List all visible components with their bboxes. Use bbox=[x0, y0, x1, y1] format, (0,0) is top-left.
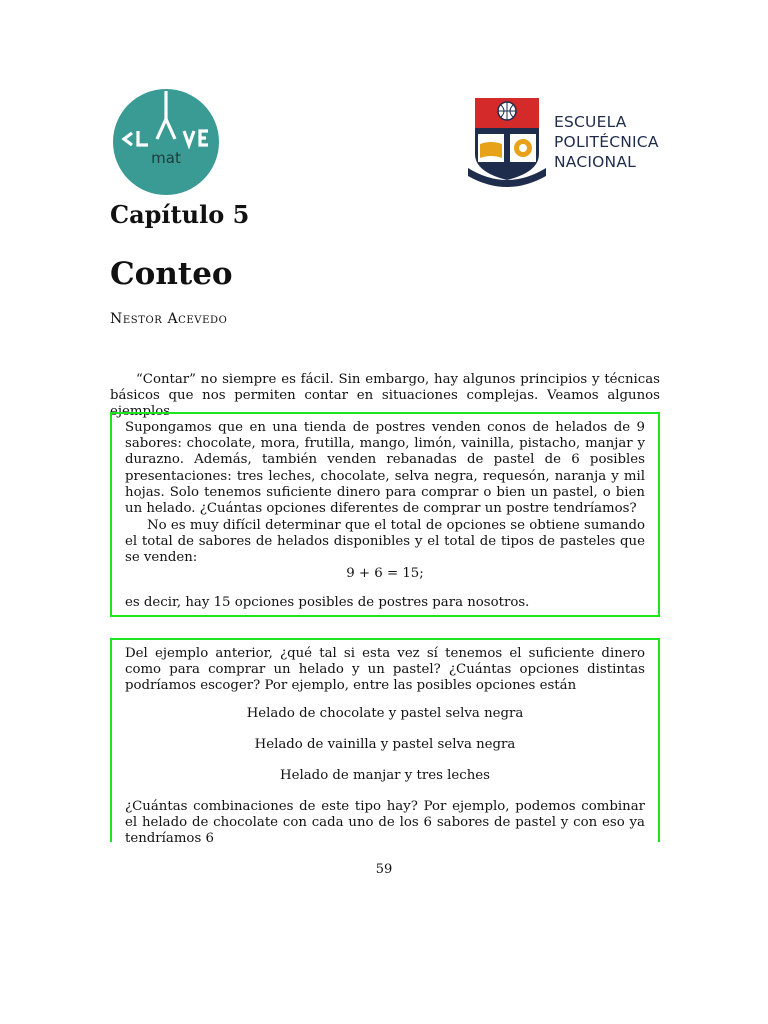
example-1-explanation: No es muy difícil determinar que el total de opciones se obtiene sumando el total de sabores de helados disponibles y el total de tipos de pasteles que se venden: bbox=[125, 518, 645, 566]
epn-name-line-3: NACIONAL bbox=[554, 153, 636, 171]
chapter-heading: Capítulo 5 bbox=[110, 200, 250, 229]
example-2-option: Helado de manjar y tres leches bbox=[280, 768, 490, 783]
epn-shield-icon bbox=[466, 96, 548, 188]
epn-name-line-1: ESCUELA bbox=[554, 113, 627, 131]
example-1-equation: 9 + 6 = 15; bbox=[346, 566, 424, 581]
clave-logo-subtext: mat bbox=[151, 149, 181, 167]
example-2-option: Helado de chocolate y pastel selva negra bbox=[246, 706, 524, 721]
example-2-problem: Del ejemplo anterior, ¿qué tal si esta vez sí tenemos el suficiente dinero como para comprar un helado y un pastel? ¿Cuántas opciones distintas podríamos escoger? Por ejemplo, entre las posibles opciones están bbox=[125, 646, 645, 694]
clave-mat-logo bbox=[110, 89, 222, 195]
epn-name-line-2: POLITÉCNICA bbox=[554, 133, 659, 151]
example-2-option: Helado de vainilla y pastel selva negra bbox=[254, 737, 516, 752]
epn-logo bbox=[466, 96, 662, 188]
page-number: 59 bbox=[375, 862, 393, 877]
example-2-question: ¿Cuántas combinaciones de este tipo hay? Por ejemplo, podemos combinar el helado de chocolate con cada uno de los 6 sabores de pastel y con eso ya tendríamos 6 bbox=[125, 799, 645, 847]
example-1-problem: Supongamos que en una tienda de postres venden conos de helados de 9 sabores: chocolate, mora, frutilla, mango, limón, vainilla, pistacho, manjar y durazno. Además, también venden rebanadas de pastel de 6 posibles presentaciones: tres leches, chocolate, selva negra, requesón, naranja y mil hojas. Solo tenemos suficiente dinero para comprar o bien un pastel, o bien un helado. ¿Cuántas opciones diferentes de comprar un postre tendríamos? bbox=[125, 420, 645, 517]
author-name: Nestor Acevedo bbox=[110, 311, 228, 327]
page-title: Conteo bbox=[110, 256, 233, 292]
intro-paragraph: “Contar” no siempre es fácil. Sin embargo, hay algunos principios y técnicas básicos que nos permiten contar en situaciones complejas. Veamos algunos ejemplos bbox=[110, 372, 660, 420]
example-box-1 bbox=[110, 412, 660, 617]
example-1-conclusion: es decir, hay 15 opciones posibles de postres para nosotros. bbox=[125, 595, 530, 610]
example-box-2 bbox=[110, 638, 660, 847]
